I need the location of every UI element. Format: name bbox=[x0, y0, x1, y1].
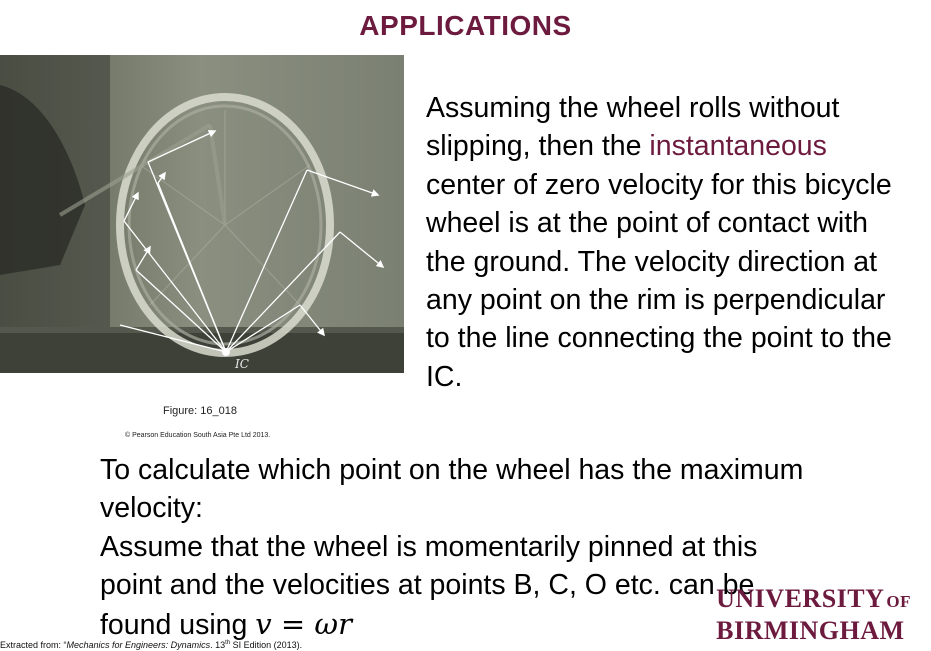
calculation-paragraph bbox=[100, 451, 820, 644]
footer-suffix: SI Edition (2013). bbox=[230, 640, 303, 650]
footer-edition: . 13 bbox=[210, 640, 226, 650]
bicycle-wheel-photo bbox=[0, 55, 404, 373]
paragraph-text-after: center of zero velocity for this bicycle wheel is at the point of contact with the ground. The velocity direction at any point on the rim is perpendicular to the line connecting the point to the IC. bbox=[426, 168, 892, 393]
calculation-intro: To calculate which point on the wheel has the maximum velocity: bbox=[100, 454, 804, 525]
explanation-paragraph bbox=[426, 89, 896, 396]
calculation-text: Assume that the wheel is momentarily pinned at this point and the velocities at points B, C, O etc. can be found using bbox=[100, 530, 758, 641]
paragraph-text-before: Assuming the wheel rolls without slipping, then the bbox=[426, 92, 840, 163]
footer-sup: th bbox=[225, 640, 231, 646]
figure-caption: Figure: 16_018 bbox=[163, 405, 237, 417]
university-logo bbox=[716, 585, 911, 646]
logo-line-1: UNIVERSITY bbox=[716, 584, 885, 613]
velocity-formula: v = ωr bbox=[255, 606, 352, 641]
logo-of: OF bbox=[886, 592, 911, 611]
logo-line-2: BIRMINGHAM bbox=[716, 616, 905, 645]
source-footer bbox=[0, 640, 302, 650]
calculation-instructions bbox=[100, 528, 820, 644]
highlighted-term: instantaneous bbox=[649, 130, 827, 163]
slide-title: APPLICATIONS bbox=[359, 10, 572, 41]
ic-label: IC bbox=[235, 357, 249, 371]
footer-book-title: Mechanics for Engineers: Dynamics bbox=[66, 640, 211, 650]
footer-prefix: Extracted from: “ bbox=[0, 640, 67, 650]
figure-copyright: © Pearson Education South Asia Pte Ltd 2013. bbox=[125, 432, 271, 439]
